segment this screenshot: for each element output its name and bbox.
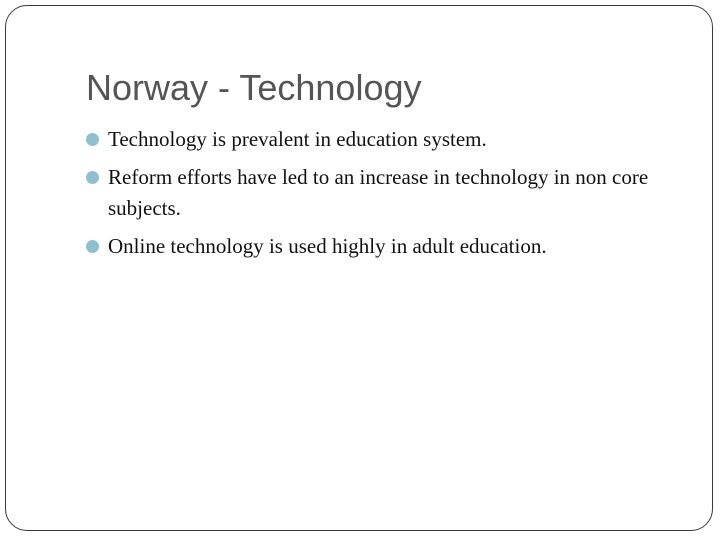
- bullet-text: Technology is prevalent in education system.: [108, 127, 487, 151]
- bullet-item: [86, 231, 686, 262]
- bullet-dot-icon: [86, 240, 99, 253]
- slide-title: Norway - Technology: [86, 67, 422, 108]
- bullet-item: [86, 162, 686, 224]
- bullet-list: [86, 124, 686, 269]
- bullet-text: Online technology is used highly in adult education.: [108, 234, 547, 258]
- bullet-dot-icon: [86, 133, 99, 146]
- slide-frame: [5, 5, 713, 531]
- bullet-dot-icon: [86, 171, 99, 184]
- bullet-item: [86, 124, 686, 155]
- bullet-text: Reform efforts have led to an increase in technology in non core subjects.: [108, 165, 649, 220]
